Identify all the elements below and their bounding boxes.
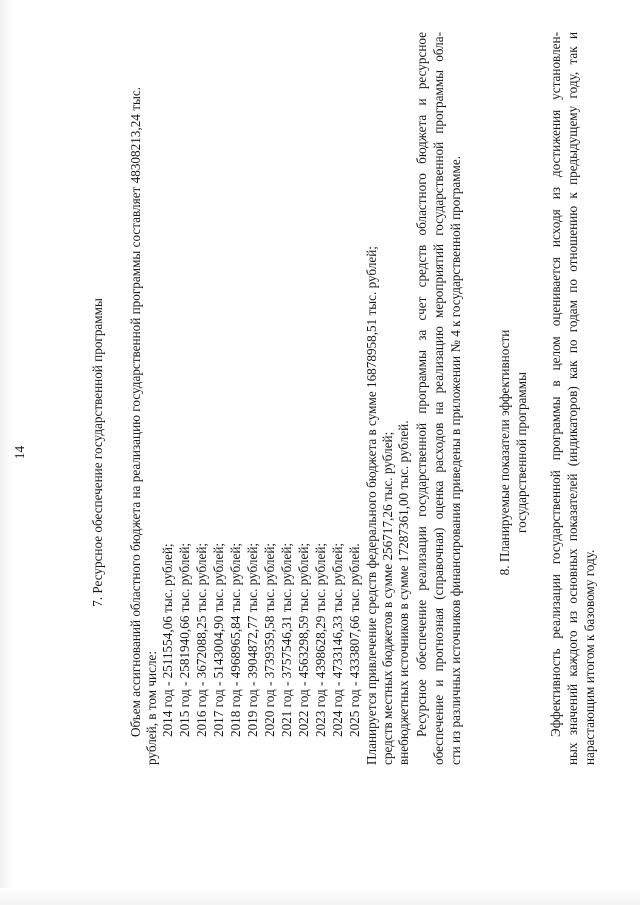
list-item: 2019 год - 3904872,77 тыс. рублей; (245, 542, 260, 737)
list-item: 2015 год - 2581940,66 тыс. рублей; (177, 542, 192, 737)
extrabudget-funds-line: внебюджетных источников в сумме 17287361,00 тыс. рублей. (396, 420, 411, 765)
resource-paragraph-line-1: Ресурсное обеспечение реализации государственной программы за счет средств областного бюджета и ресурсное (414, 32, 429, 737)
section-7-intro-line-2: рублей, в том числе: (144, 650, 159, 765)
section-7-intro-line-1: Объем ассигнований областного бюджета на реализацию государственной программы составляет 48308213,24 тыс. (128, 87, 143, 737)
list-item: 2023 год - 4398628,29 тыс. рублей; (313, 542, 328, 737)
list-item: 2022 год - 4563298,59 тыс. рублей; (296, 542, 311, 737)
list-item: 2025 год - 4333807,66 тыс. рублей. (347, 543, 362, 737)
list-item: 2017 год - 5143004,90 тыс. рублей; (211, 542, 226, 737)
effectiveness-paragraph-line-2: ных значений каждого из основных показателей (индикаторов) как по годам по отношению к предыдущему году, так и (565, 32, 580, 765)
list-item: 2024 год - 4733146,33 тыс. рублей; (330, 542, 345, 737)
list-item: 2016 год - 3672088,25 тыс. рублей; (194, 542, 209, 737)
list-item: 2018 год - 4968965,84 тыс. рублей; (228, 542, 243, 737)
section-8-title-line-1: 8. Планируемые показатели эффективности (497, 329, 512, 576)
effectiveness-paragraph-line-3: нарастающим итогом к базовому году. (582, 549, 597, 765)
list-item: 2014 год - 2511554,06 тыс. рублей; (160, 543, 175, 737)
page-number: 14 (12, 445, 27, 460)
list-item: 2021 год - 3757546,31 тыс. рублей; (279, 542, 294, 737)
federal-funds-line: Планируется привлечение средств федерального бюджета в сумме 16878958,51 тыс. рублей; (364, 246, 379, 765)
local-funds-line: средств местных бюджетов в сумме 256717,26 тыс. рублей; (380, 431, 395, 765)
list-item: 2020 год - 3739359,58 тыс. рублей; (262, 542, 277, 737)
effectiveness-paragraph-line-1: Эффективность реализации государственной программы в целом оценивается исходя из достижения установлен- (548, 32, 563, 737)
resource-paragraph-line-2: обеспечение и прогнозная (справочная) оценка расходов на реализацию мероприятий государственной программы обла- (431, 32, 446, 765)
resource-paragraph-line-3: сти из различных источников финансирования приведены в приложении № 4 к государственной программе. (448, 155, 463, 765)
section-8-title-line-2: государственной программы (514, 372, 529, 533)
section-7-title: 7. Ресурсное обеспечение государственной программы (90, 298, 105, 607)
